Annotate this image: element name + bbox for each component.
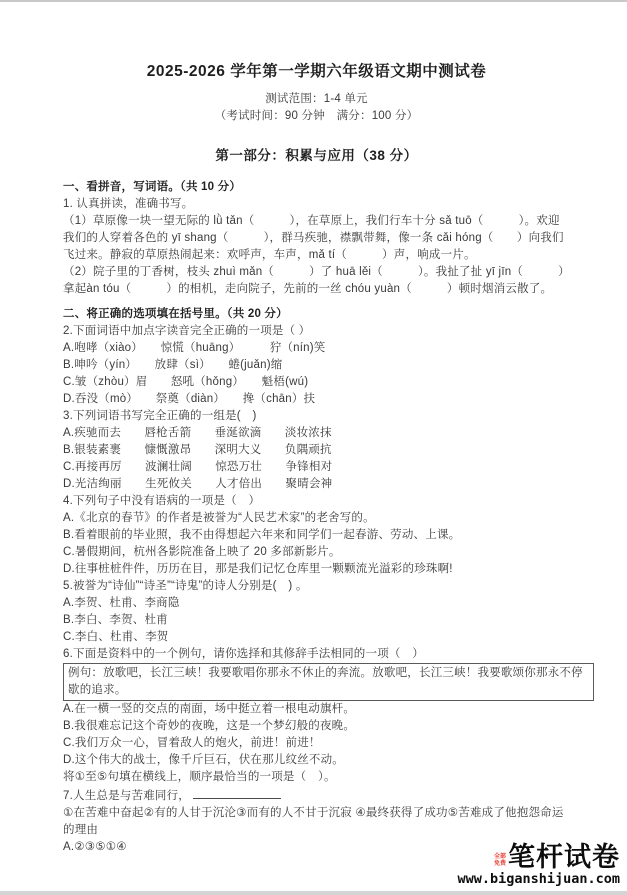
- q6-option-b: B.我很难忘记这个奇妙的夜晚，这是一个梦幻般的夜晚。: [63, 720, 356, 732]
- q4-option-c: C.暑假期间，杭州各影院准备上映了 20 多部新影片。: [63, 546, 341, 558]
- free-label: 全部免费: [494, 854, 507, 867]
- exam-title: 2025-2026 学年第一学期六年级语文期中测试卷: [146, 63, 487, 80]
- q3-option-c: C.再接再厉 波澜壮阔 惊恐万壮 争锋相对: [63, 461, 333, 473]
- biganshijuan-watermark: [457, 844, 620, 887]
- q6-option-c: C.我们万众一心，冒着敌人的炮火，前进！前进！: [63, 737, 321, 749]
- q2-option-b: B.呻吟（yín） 放肆（sì） 蜷(juǎn)缩: [63, 359, 283, 371]
- exam-paper-content: [63, 62, 583, 856]
- q2-option-c: C.皱（zhòu）眉 怒吼（hǒng） 魁梧(wú): [63, 376, 309, 388]
- q2-option-a: A.咆哮（xiào） 惊慌（huāng） 狞（nín)笑: [63, 342, 326, 354]
- q6-example-sentence-box: 例句：放歌吧，长江三峡！我要歌唱你那永不休止的奔流。放歌吧，长江三峡！我要歌颂你那永不停歇的追求。: [63, 663, 594, 701]
- order-question: 将①至⑤句填在横线上，顺序最恰当的一项是（ ）。: [63, 771, 336, 783]
- section1-heading: 一、看拼音，写词语。（共 10 分）: [63, 181, 242, 193]
- q5-option-c: C.李白、杜甫、李贺: [63, 631, 169, 643]
- q4-option-a: A.《北京的春节》的作者是被誉为“人民艺术家”的老舍写的。: [63, 512, 375, 524]
- q7-option-a: A.②③⑤①④: [63, 841, 127, 853]
- q6-option-d: D.这个伟大的战士，像千斤巨石，伏在那儿纹丝不动。: [63, 754, 344, 766]
- exam-time-info: （考试时间：90 分钟 满分：100 分）: [214, 110, 419, 122]
- q2-stem: 2.下面词语中加点字读音完全正确的一项是（ ）: [63, 325, 311, 337]
- page-bottom-edge: [0, 891, 627, 895]
- q6-stem: 6.下面是资料中的一个例句，请你选择和其修辞手法相同的一项（ ）: [63, 648, 424, 660]
- exam-scope: 测试范围：1-4 单元: [265, 93, 368, 105]
- q5-option-b: B.李白、李贺、杜甫: [63, 614, 168, 626]
- q5-option-a: A.李贺、杜甫、李商隐: [63, 597, 180, 609]
- q2-option-d: D.吞没（mò） 祭奠（diàn） 搀（chān）扶: [63, 393, 316, 405]
- brand-name: 笔杆试卷: [508, 842, 620, 872]
- q7-items-line: ①在苦难中奋起②有的人甘于沉沦③而有的人不甘于沉寂 ④最终获得了成功⑤苦难成了他抱怨命运的理由: [63, 807, 564, 836]
- q7-lead-text: 7.人生总是与苦难同行，: [63, 790, 190, 802]
- q1-paragraph-1: （1）草原像一块一望无际的 lǜ tǎn（ ），在草原上，我们行车十分 sǎ tuō（ ）。欢迎我们的人穿着各色的 yī shang（ ），群马疾驰，襟飘带舞，像一条 cǎi hóng（ ）向我们飞过来。静寂的草原热闹起来：欢呼声，车声，mǎ tí（ ）声，响成一片。: [63, 215, 564, 261]
- q1-intro: 1. 认真拼读，准确书写。: [63, 198, 194, 210]
- part1-heading: 第一部分：积累与应用（38 分）: [215, 148, 418, 163]
- q3-option-d: D.光洁绚丽 生死攸关 人才倍出 聚晴会神: [63, 478, 333, 490]
- q4-option-b: B.看着眼前的毕业照，我不由得想起六年来和同学们一起春游、劳动、上课。: [63, 529, 461, 541]
- watermark-brand-row: [457, 844, 620, 871]
- q5-stem: 5.被誉为“诗仙”“诗圣”“诗鬼”的诗人分别是( ) 。: [63, 580, 308, 592]
- blank-underline: [193, 786, 281, 799]
- section2-heading: 二、将正确的选项填在括号里。（共 20 分）: [63, 308, 288, 320]
- q4-option-d: D.往事桩桩件件，历历在目，那是我们记忆仓库里一颗颗流光溢彩的珍珠啊!: [63, 563, 453, 575]
- q6-option-a: A.在一横一竖的交点的南面，场中挺立着一根电动旗杆。: [63, 703, 356, 715]
- page-top-edge: [0, 0, 627, 2]
- q1-paragraph-2: （2）院子里的丁香树，枝头 zhuì mǎn（ ）了 huā lěi（ ）。我扯了扯 yī jīn（ ）拿起àn tóu（ ）的相机，走向院子，先前的一丝 chóu yuàn（ ）顿时烟消云散了。: [63, 266, 570, 295]
- q3-option-b: B.银装素裹 慷慨激昂 深明大义 负隅顽抗: [63, 444, 332, 456]
- q4-stem: 4.下列句子中没有语病的一项是（ ）: [63, 495, 261, 507]
- q3-option-a: A.疾驰而去 唇枪舌箭 垂涎欲滴 淡妆浓抹: [63, 427, 332, 439]
- q3-stem: 3.下列词语书写完全正确的一组是( ): [63, 410, 257, 422]
- watermark-url: www.biganshijuan.com: [457, 871, 620, 887]
- q7-lead-line: [63, 786, 570, 805]
